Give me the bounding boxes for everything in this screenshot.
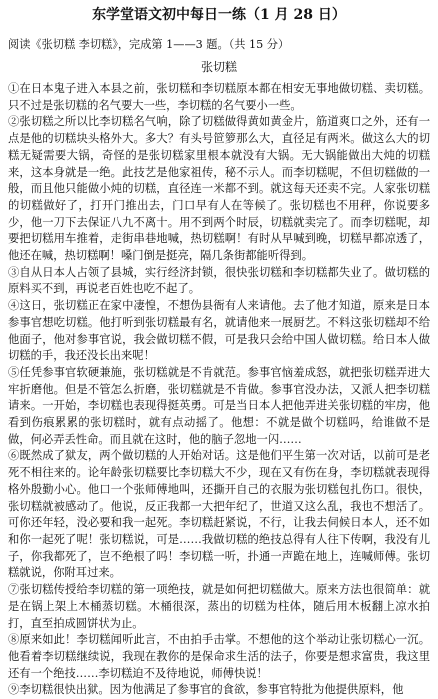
- paragraph-5: ⑤任凭参事官软硬兼施，张切糕就是不肯就范。参事官恼羞成怒，就把张切糕弄进大牢折磨他。但是不管怎么折磨，张切糕就是不肯做。参事官没办法，又派人把李切糕请来。一开始，李切糕也表现得挺英勇。可是当日本人把他弄进关张切糕的牢房，他看到伤痕累累的张切糕时，就有点动摇了。他想：不就是做个切糕吗，给谁做不是做，何必弄丢性命。而且就在这时，他的脑子忽地一闪……: [8, 365, 430, 446]
- paragraph-3: ③自从日本人占领了县城，实行经济封锁，很快张切糕和李切糕都失业了。做切糕的原料买不到，再说老百姓也吃不起了。: [8, 265, 430, 296]
- paragraph-1: ①在日本鬼子进入本县之前，张切糕和李切糕原本都在相安无事地做切糕、卖切糕。只不过是张切糕的名气要大一些，李切糕的名气要小一些。: [8, 82, 430, 112]
- article-title: 张切糕: [200, 60, 237, 74]
- page-title: 东学堂语文初中每日一练（1 月 28 日）: [92, 7, 346, 23]
- reading-instructions: 阅读《张切糕 李切糕》，完成第 1——3 题。（共 15 分）: [8, 38, 290, 51]
- paragraph-7: ⑦张切糕传授给李切糕的第一项绝技，就是如何把切糕做大。原来方法也很简单：就是在锅上架上木桶蒸切糕。木桶很深，蒸出的切糕为柱体，随后用木板翻上凉水拍打，直至拍成圆饼状为止。: [8, 583, 430, 630]
- paragraph-2: ②张切糕之所以比李切糕名气响，除了切糕做得黄如黄金片，筋道爽口之外，还有一点是他的切糕块头格外大。多大？有头号笸箩那么大，直径足有两米。做这么大的切糕无疑需要大锅，奇怪的是张切糕家里根本就没有大锅。无大锅能做出大炖的切糕来，这本身就是一绝。此技艺是他家祖传，秘不示人。而李切糕呢，不但切糕做的一般，而且他只能做小炖的切糕，直径连一米都不到。就这每天还卖不完。人家张切糕的切糕做好了，打开门推出去，门口早有人在等候了。张切糕也不用秤，你说要多少，他一刀下去保证八九不离十。用不到两个时辰，切糕就卖完了。而李切糕呢，却要把切糕用车推着，走街串巷地喊，热切糕啊！有时从早喊到晚，切糕早都凉透了，他还在喊，热切糕啊！嗓门倒是挺亮，隔几条街都能听得到。: [8, 115, 430, 263]
- paragraph-6: ⑥既然成了狱友，两个做切糕的人开始对话。这是他们平生第一次对话，以前可是老死不相往来的。论年龄张切糕要比李切糕大不少，现在又有伤在身，李切糕就表现得格外殷勤小心。他口一个张师傅地叫，还撕开自己的衣服为张切糕包扎伤口。很快，张切糕就被感动了。他说，反正我都一大把年纪了，世道又这么乱，我也不想活了。可你还年轻，没必要和我一起死。李切糕赶紧说，不行，让我去伺候日本人，还不如和你一起死了呢！张切糕说，可是……我做切糕的绝技总得有人往下传啊，我没有儿子，你我都死了，岂不绝根了吗！李切糕一听，扑通一声跪在地上，连喊师傅。张切糕就说，你附耳过来。: [8, 449, 430, 580]
- paragraph-4: ④这日，张切糕正在家中凄惶，不想伪县衙有人来请他。去了他才知道，原来是日本参事官想吃切糕。他打听到张切糕最有名，就请他来一展厨艺。不料这张切糕却不给他面子，他对参事官说，我会做切糕不假，可是我只会给中国人做切糕。给日本人做切糕的手，我还没长出来呢！: [8, 299, 430, 363]
- paragraph-8: ⑧原来如此！李切糕闻听此言，不由拍手击掌。不想他的这个举动让张切糕心一沉。他看着李切糕继续说，我现在教你的是保命求生活的法子，你要是想求富贵，我这里还有一个绝技……李切糕迫不及待地说，师傅快说！: [8, 633, 430, 680]
- paragraph-9: ⑨李切糕很快出狱。因为他满足了参事官的食欲，参事官特批为他提供原料，他: [8, 683, 404, 697]
